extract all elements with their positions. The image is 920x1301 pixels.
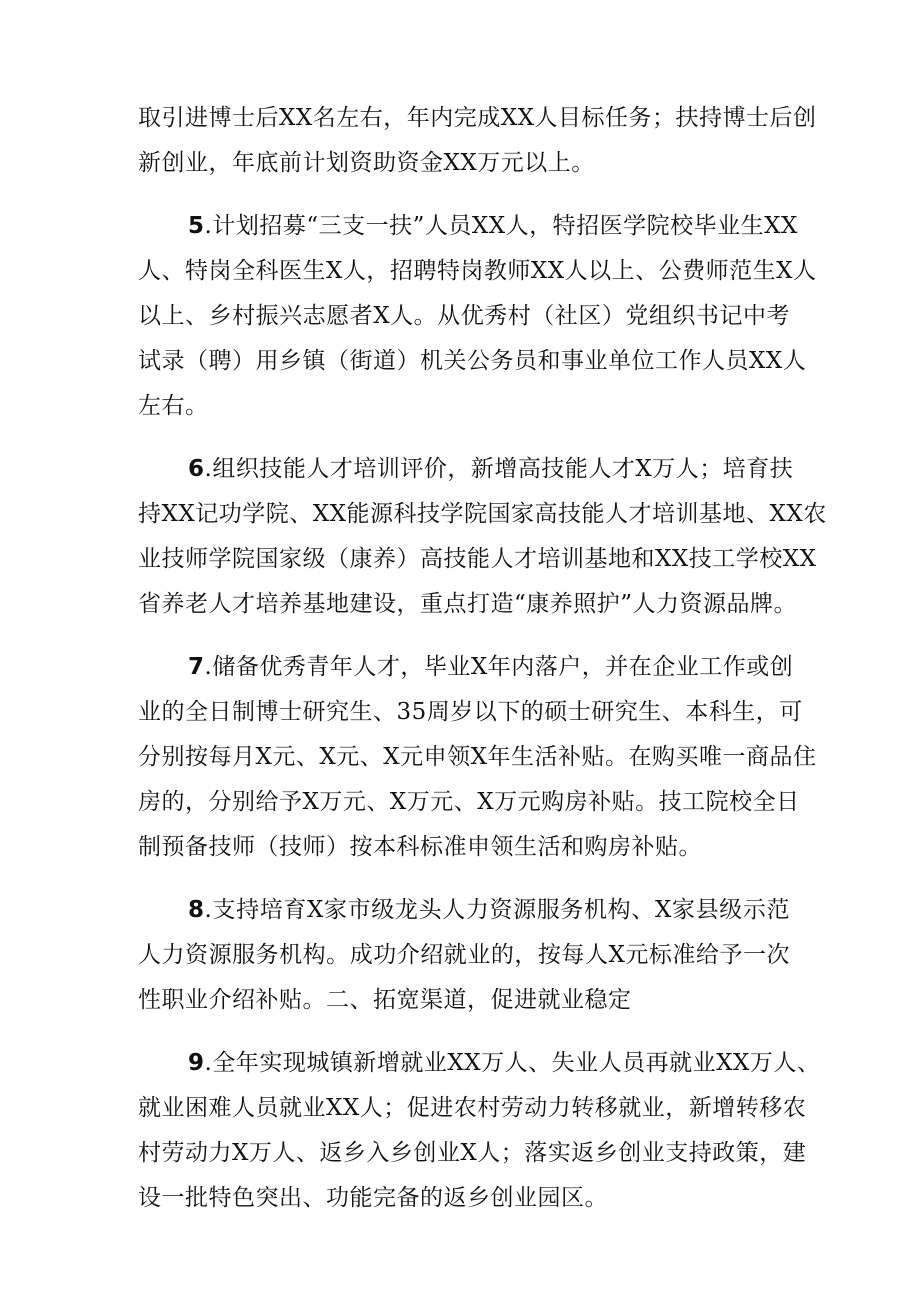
text-line: 省养老人才培养基地建设，重点打造“康养照护”人力资源品牌。 xyxy=(138,591,798,617)
text-line-body: .组织技能人才培训评价，新增高技能人才X万人；培育扶 xyxy=(204,456,794,482)
text-line: 房的，分别给予X万元、X万元、X万元购房补贴。技工院校全日 xyxy=(138,789,800,815)
text-line-body: .储备优秀青年人才，毕业X年内落户，并在企业工作或创 xyxy=(204,654,794,680)
text-line: 村劳动力X万人、返乡入乡创业X人；落实返乡创业支持政策，建 xyxy=(138,1140,807,1166)
text-line: 制预备技师（技师）按本科标准申领生活和购房补贴。 xyxy=(138,834,702,860)
text-line: 人力资源服务机构。成功介绍就业的，按每人X元标准给予一次 xyxy=(138,942,790,968)
text-line: 持XX记功学院、XX能源科技学院国家高技能人才培训基地、XX农 xyxy=(138,501,827,527)
text-line: 取引进博士后XX名左右，年内完成XX人目标任务；扶持博士后创 xyxy=(138,105,817,131)
text-line: 分别按每月X元、X元、X元申领X年生活补贴。在购买唯一商品住 xyxy=(138,744,817,770)
document-page xyxy=(138,96,827,1221)
text-line xyxy=(138,645,794,690)
text-line: 新创业，年底前计划资助资金XX万元以上。 xyxy=(138,150,595,176)
text-line-body: .支持培育X家市级龙头人力资源服务机构、X家县级示范 xyxy=(204,897,790,923)
text-line: 试录（聘）用乡镇（街道）机关公务员和事业单位工作人员XX人 xyxy=(138,348,807,374)
text-line: 左右。 xyxy=(138,393,209,419)
text-line: 人、特岗全科医生X人，招聘特岗教师XX人以上、公费师范生X人 xyxy=(138,258,817,284)
paragraph-item-8 xyxy=(138,888,790,1023)
text-line: 业技师学院国家级（康养）高技能人才培训基地和XX技工学校XX xyxy=(138,546,817,572)
item-number: 6 xyxy=(188,456,205,482)
item-number: 8 xyxy=(188,897,205,923)
text-line xyxy=(138,888,790,933)
paragraph-item-5 xyxy=(138,204,817,429)
paragraph-item-7 xyxy=(138,645,817,870)
text-line: 就业困难人员就业XX人；促进农村劳动力转移就业，新增转移农 xyxy=(138,1095,807,1121)
text-line: 性职业介绍补贴。二、拓宽渠道，促进就业稳定 xyxy=(138,987,632,1013)
item-number: 7 xyxy=(188,654,205,680)
text-line: 设一批特色突出、功能完备的返乡创业园区。 xyxy=(138,1185,608,1211)
paragraph-item-6 xyxy=(138,447,827,627)
paragraph-continued xyxy=(138,96,817,186)
text-line-body: .计划招募“三支一扶”人员XX人，特招医学院校毕业生XX xyxy=(204,213,798,239)
text-line: 业的全日制博士研究生、35周岁以下的硕士研究生、本科生，可 xyxy=(138,699,803,725)
text-line xyxy=(138,204,798,249)
text-line: 以上、乡村振兴志愿者X人。从优秀村（社区）党组织书记中考 xyxy=(138,303,790,329)
text-line-body: .全年实现城镇新增就业XX万人、失业人员再就业XX万人、 xyxy=(204,1050,821,1076)
item-number: 9 xyxy=(188,1050,205,1076)
item-number: 5 xyxy=(188,213,205,239)
paragraph-item-9 xyxy=(138,1041,821,1221)
text-line xyxy=(138,447,794,492)
text-line xyxy=(138,1041,821,1086)
